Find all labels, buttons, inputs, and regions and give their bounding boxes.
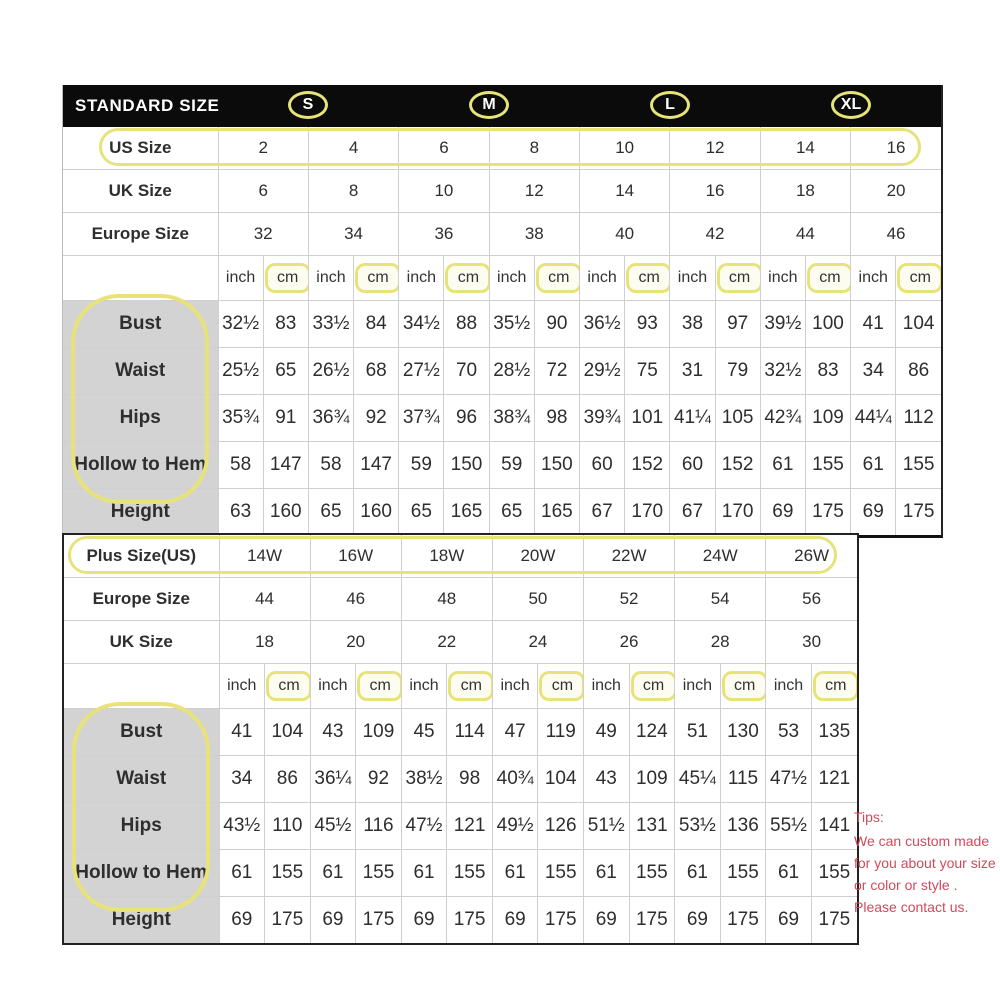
cm-highlight-box: cm [445, 263, 489, 293]
unit-row-empty-cell [64, 664, 219, 709]
measure-row-label: Hollow to Hem [64, 850, 219, 897]
cm-highlight-box: cm [539, 671, 583, 701]
measure-value-cell: 42¾ [760, 395, 805, 442]
measure-row-label: Height [63, 489, 218, 536]
size-value-cell: 20W [492, 535, 583, 578]
measure-value-cell: 104 [265, 709, 311, 756]
measure-value-cell: 49 [584, 709, 630, 756]
cm-highlight-box: cm [266, 671, 310, 701]
measure-value-cell: 90 [534, 301, 579, 348]
measure-value-cell: 33½ [308, 301, 353, 348]
measure-value-cell: 175 [811, 897, 857, 944]
size-row-label: UK Size [64, 621, 219, 664]
measure-value-cell: 67 [670, 489, 715, 536]
measure-row-label: Hips [64, 803, 219, 850]
measure-row-label: Hollow to Hem [63, 442, 218, 489]
measure-value-cell: 69 [492, 897, 538, 944]
size-value-cell: 42 [670, 213, 760, 256]
measure-value-cell: 175 [720, 897, 766, 944]
plus-size-table [62, 533, 859, 945]
measure-row [63, 348, 941, 395]
measure-row [63, 395, 941, 442]
standard-size-table [62, 85, 943, 538]
cm-unit-cell [720, 664, 766, 709]
measure-value-cell: 131 [629, 803, 675, 850]
size-value-cell: 46 [310, 578, 401, 621]
size-value-cell: 24 [492, 621, 583, 664]
measure-value-cell: 36½ [580, 301, 625, 348]
size-row [64, 578, 857, 621]
size-value-cell: 14 [580, 170, 670, 213]
size-row [63, 170, 941, 213]
inch-unit-cell: inch [218, 256, 263, 301]
size-value-cell: 14W [219, 535, 310, 578]
measure-value-cell: 59 [489, 442, 534, 489]
measure-value-cell: 51½ [584, 803, 630, 850]
measure-value-cell: 147 [354, 442, 399, 489]
measure-value-cell: 58 [308, 442, 353, 489]
measure-value-cell: 155 [265, 850, 311, 897]
size-value-cell: 44 [219, 578, 310, 621]
size-value-cell: 22 [401, 621, 492, 664]
measure-row [64, 850, 857, 897]
measure-value-cell: 88 [444, 301, 489, 348]
size-value-cell: 22W [584, 535, 675, 578]
size-value-cell: 38 [489, 213, 579, 256]
size-row-label: UK Size [63, 170, 218, 213]
cm-highlight-box: cm [631, 671, 675, 701]
measure-value-cell: 38½ [401, 756, 447, 803]
cm-highlight-box: cm [355, 263, 399, 293]
measure-value-cell: 35½ [489, 301, 534, 348]
measure-value-cell: 155 [805, 442, 850, 489]
measure-value-cell: 155 [811, 850, 857, 897]
measure-value-cell: 61 [401, 850, 447, 897]
measure-value-cell: 83 [263, 301, 308, 348]
cm-highlight-box: cm [807, 263, 851, 293]
measure-value-cell: 34½ [399, 301, 444, 348]
measure-value-cell: 175 [447, 897, 493, 944]
measure-value-cell: 126 [538, 803, 584, 850]
size-value-cell: 10 [580, 127, 670, 170]
measure-value-cell: 38¾ [489, 395, 534, 442]
measure-value-cell: 43½ [219, 803, 265, 850]
measure-value-cell: 155 [447, 850, 493, 897]
inch-unit-cell: inch [760, 256, 805, 301]
size-value-cell: 50 [492, 578, 583, 621]
size-value-cell: 26W [766, 535, 857, 578]
measure-value-cell: 155 [896, 442, 941, 489]
measure-value-cell: 69 [401, 897, 447, 944]
measure-value-cell: 124 [629, 709, 675, 756]
measure-value-cell: 175 [805, 489, 850, 536]
measure-value-cell: 98 [447, 756, 493, 803]
measure-value-cell: 39½ [760, 301, 805, 348]
cm-highlight-box: cm [626, 263, 670, 293]
measure-value-cell: 67 [580, 489, 625, 536]
measure-value-cell: 53½ [675, 803, 721, 850]
inch-unit-cell: inch [308, 256, 353, 301]
measure-value-cell: 155 [629, 850, 675, 897]
measure-value-cell: 41 [219, 709, 265, 756]
cm-unit-cell [354, 256, 399, 301]
inch-unit-cell: inch [670, 256, 715, 301]
measure-value-cell: 37¾ [399, 395, 444, 442]
measure-value-cell: 35¾ [218, 395, 263, 442]
cm-unit-cell [447, 664, 493, 709]
measure-value-cell: 109 [356, 709, 402, 756]
inch-unit-cell: inch [310, 664, 356, 709]
measure-row [64, 709, 857, 756]
measure-row-label: Waist [64, 756, 219, 803]
measure-value-cell: 112 [896, 395, 941, 442]
size-value-cell: 28 [675, 621, 766, 664]
cm-highlight-box: cm [897, 263, 941, 293]
standard-size-grid [63, 127, 941, 535]
measure-value-cell: 116 [356, 803, 402, 850]
size-value-cell: 34 [308, 213, 398, 256]
measure-row [64, 756, 857, 803]
size-row-label: Europe Size [63, 213, 218, 256]
measure-value-cell: 170 [715, 489, 760, 536]
measure-value-cell: 97 [715, 301, 760, 348]
inch-unit-cell: inch [584, 664, 630, 709]
cm-unit-cell [715, 256, 760, 301]
measure-row-label: Waist [63, 348, 218, 395]
inch-unit-cell: inch [675, 664, 721, 709]
measure-value-cell: 65 [399, 489, 444, 536]
tips-line: We can custom made [854, 833, 990, 850]
measure-value-cell: 69 [760, 489, 805, 536]
cm-unit-cell [625, 256, 670, 301]
size-value-cell: 18W [401, 535, 492, 578]
measure-value-cell: 61 [310, 850, 356, 897]
measure-value-cell: 175 [896, 489, 941, 536]
measure-value-cell: 114 [447, 709, 493, 756]
measure-value-cell: 58 [218, 442, 263, 489]
measure-value-cell: 61 [675, 850, 721, 897]
measure-value-cell: 65 [263, 348, 308, 395]
measure-value-cell: 84 [354, 301, 399, 348]
measure-value-cell: 36¾ [308, 395, 353, 442]
measure-value-cell: 130 [720, 709, 766, 756]
size-value-cell: 16W [310, 535, 401, 578]
measure-value-cell: 43 [584, 756, 630, 803]
measure-value-cell: 47 [492, 709, 538, 756]
measure-value-cell: 92 [356, 756, 402, 803]
tips-line: or color or style . [854, 877, 958, 894]
measure-value-cell: 100 [805, 301, 850, 348]
standard-size-header [63, 85, 941, 127]
cm-unit-cell [444, 256, 489, 301]
size-value-cell: 20 [851, 170, 941, 213]
measure-row-label: Bust [64, 709, 219, 756]
measure-value-cell: 160 [263, 489, 308, 536]
cm-unit-cell [805, 256, 850, 301]
cm-highlight-box: cm [813, 671, 857, 701]
measure-value-cell: 61 [766, 850, 812, 897]
measure-value-cell: 68 [354, 348, 399, 395]
measure-value-cell: 98 [534, 395, 579, 442]
measure-value-cell: 43 [310, 709, 356, 756]
measure-value-cell: 119 [538, 709, 584, 756]
measure-value-cell: 59 [399, 442, 444, 489]
measure-value-cell: 70 [444, 348, 489, 395]
measure-value-cell: 175 [629, 897, 675, 944]
measure-value-cell: 175 [265, 897, 311, 944]
measure-value-cell: 155 [356, 850, 402, 897]
measure-value-cell: 79 [715, 348, 760, 395]
unit-row [64, 664, 857, 709]
cm-unit-cell [265, 664, 311, 709]
size-value-cell: 12 [489, 170, 579, 213]
measure-value-cell: 152 [715, 442, 760, 489]
inch-unit-cell: inch [489, 256, 534, 301]
measure-value-cell: 61 [219, 850, 265, 897]
measure-value-cell: 69 [851, 489, 896, 536]
measure-value-cell: 135 [811, 709, 857, 756]
measure-value-cell: 45½ [310, 803, 356, 850]
cm-unit-cell [263, 256, 308, 301]
measure-value-cell: 91 [263, 395, 308, 442]
measure-value-cell: 136 [720, 803, 766, 850]
measure-value-cell: 45¼ [675, 756, 721, 803]
measure-value-cell: 51 [675, 709, 721, 756]
measure-value-cell: 25½ [218, 348, 263, 395]
tips-text [854, 830, 1000, 918]
size-row [63, 127, 941, 170]
inch-unit-cell: inch [492, 664, 538, 709]
measure-value-cell: 115 [720, 756, 766, 803]
measure-value-cell: 170 [625, 489, 670, 536]
size-value-cell: 12 [670, 127, 760, 170]
measure-value-cell: 69 [675, 897, 721, 944]
measure-value-cell: 45 [401, 709, 447, 756]
size-value-cell: 8 [308, 170, 398, 213]
size-letter-oval: M [469, 91, 509, 119]
measure-value-cell: 175 [356, 897, 402, 944]
size-value-cell: 46 [851, 213, 941, 256]
size-value-cell: 44 [760, 213, 850, 256]
measure-row-label: Hips [63, 395, 218, 442]
measure-value-cell: 65 [308, 489, 353, 536]
measure-value-cell: 34 [219, 756, 265, 803]
measure-value-cell: 93 [625, 301, 670, 348]
size-letter-oval: XL [831, 91, 871, 119]
measure-value-cell: 55½ [766, 803, 812, 850]
measure-value-cell: 61 [492, 850, 538, 897]
measure-value-cell: 28½ [489, 348, 534, 395]
measure-value-cell: 40¾ [492, 756, 538, 803]
measure-value-cell: 69 [584, 897, 630, 944]
measure-value-cell: 44¼ [851, 395, 896, 442]
measure-value-cell: 104 [896, 301, 941, 348]
measure-value-cell: 165 [534, 489, 579, 536]
size-value-cell: 48 [401, 578, 492, 621]
size-value-cell: 26 [584, 621, 675, 664]
measure-value-cell: 165 [444, 489, 489, 536]
size-value-cell: 52 [584, 578, 675, 621]
size-value-cell: 24W [675, 535, 766, 578]
size-value-cell: 36 [399, 213, 489, 256]
measure-value-cell: 69 [219, 897, 265, 944]
measure-value-cell: 109 [629, 756, 675, 803]
size-value-cell: 32 [218, 213, 308, 256]
measure-value-cell: 29½ [580, 348, 625, 395]
measure-value-cell: 83 [805, 348, 850, 395]
measure-value-cell: 175 [538, 897, 584, 944]
measure-value-cell: 53 [766, 709, 812, 756]
size-value-cell: 40 [580, 213, 670, 256]
measure-value-cell: 31 [670, 348, 715, 395]
inch-unit-cell: inch [580, 256, 625, 301]
measure-value-cell: 75 [625, 348, 670, 395]
inch-unit-cell: inch [219, 664, 265, 709]
measure-value-cell: 86 [265, 756, 311, 803]
measure-value-cell: 109 [805, 395, 850, 442]
size-value-cell: 30 [766, 621, 857, 664]
size-letter-oval: L [650, 91, 690, 119]
measure-value-cell: 34 [851, 348, 896, 395]
measure-value-cell: 96 [444, 395, 489, 442]
size-value-cell: 6 [218, 170, 308, 213]
size-value-cell: 10 [399, 170, 489, 213]
measure-value-cell: 47½ [401, 803, 447, 850]
unit-row-empty-cell [63, 256, 218, 301]
measure-row-label: Height [64, 897, 219, 944]
measure-value-cell: 27½ [399, 348, 444, 395]
size-value-cell: 14 [760, 127, 850, 170]
measure-value-cell: 104 [538, 756, 584, 803]
tips-line: for you about your size [854, 855, 996, 872]
measure-value-cell: 36¼ [310, 756, 356, 803]
measure-value-cell: 121 [447, 803, 493, 850]
cm-highlight-box: cm [265, 263, 309, 293]
cm-unit-cell [356, 664, 402, 709]
size-row-label: Europe Size [64, 578, 219, 621]
measure-value-cell: 160 [354, 489, 399, 536]
cm-unit-cell [538, 664, 584, 709]
measure-value-cell: 101 [625, 395, 670, 442]
measure-value-cell: 26½ [308, 348, 353, 395]
custom-made-tips [854, 806, 1000, 919]
cm-highlight-box: cm [448, 671, 492, 701]
measure-value-cell: 150 [444, 442, 489, 489]
measure-value-cell: 105 [715, 395, 760, 442]
cm-highlight-box: cm [357, 671, 401, 701]
measure-value-cell: 38 [670, 301, 715, 348]
measure-value-cell: 72 [534, 348, 579, 395]
measure-value-cell: 41¼ [670, 395, 715, 442]
measure-row [63, 301, 941, 348]
inch-unit-cell: inch [851, 256, 896, 301]
measure-value-cell: 49½ [492, 803, 538, 850]
measure-value-cell: 150 [534, 442, 579, 489]
measure-value-cell: 155 [720, 850, 766, 897]
measure-value-cell: 147 [263, 442, 308, 489]
measure-value-cell: 155 [538, 850, 584, 897]
measure-value-cell: 32½ [760, 348, 805, 395]
cm-unit-cell [534, 256, 579, 301]
size-value-cell: 20 [310, 621, 401, 664]
measure-value-cell: 60 [580, 442, 625, 489]
size-row-label: US Size [63, 127, 218, 170]
measure-value-cell: 61 [584, 850, 630, 897]
measure-value-cell: 69 [310, 897, 356, 944]
measure-row [64, 803, 857, 850]
size-letter-oval: S [288, 91, 328, 119]
size-value-cell: 16 [851, 127, 941, 170]
size-value-cell: 56 [766, 578, 857, 621]
size-value-cell: 18 [219, 621, 310, 664]
measure-value-cell: 69 [766, 897, 812, 944]
size-row [64, 621, 857, 664]
measure-value-cell: 61 [851, 442, 896, 489]
size-row [63, 213, 941, 256]
size-value-cell: 16 [670, 170, 760, 213]
size-value-cell: 4 [308, 127, 398, 170]
measure-value-cell: 65 [489, 489, 534, 536]
cm-highlight-box: cm [717, 263, 761, 293]
measure-value-cell: 60 [670, 442, 715, 489]
size-value-cell: 8 [489, 127, 579, 170]
size-row [64, 535, 857, 578]
measure-value-cell: 110 [265, 803, 311, 850]
size-value-cell: 2 [218, 127, 308, 170]
measure-value-cell: 121 [811, 756, 857, 803]
cm-unit-cell [896, 256, 941, 301]
cm-unit-cell [629, 664, 675, 709]
inch-unit-cell: inch [401, 664, 447, 709]
cm-highlight-box: cm [536, 263, 580, 293]
cm-unit-cell [811, 664, 857, 709]
size-value-cell: 18 [760, 170, 850, 213]
measure-value-cell: 47½ [766, 756, 812, 803]
cm-highlight-box: cm [722, 671, 766, 701]
measure-row [63, 489, 941, 536]
measure-value-cell: 61 [760, 442, 805, 489]
measure-value-cell: 41 [851, 301, 896, 348]
measure-row [64, 897, 857, 944]
plus-size-grid [64, 535, 857, 943]
size-row-label: Plus Size(US) [64, 535, 219, 578]
size-value-cell: 6 [399, 127, 489, 170]
measure-value-cell: 92 [354, 395, 399, 442]
measure-value-cell: 86 [896, 348, 941, 395]
standard-size-title: STANDARD SIZE [75, 96, 220, 115]
inch-unit-cell: inch [766, 664, 812, 709]
measure-value-cell: 39¾ [580, 395, 625, 442]
tips-title: Tips: [854, 809, 884, 825]
unit-row [63, 256, 941, 301]
measure-value-cell: 32½ [218, 301, 263, 348]
measure-row [63, 442, 941, 489]
measure-value-cell: 141 [811, 803, 857, 850]
measure-value-cell: 152 [625, 442, 670, 489]
measure-row-label: Bust [63, 301, 218, 348]
inch-unit-cell: inch [399, 256, 444, 301]
measure-value-cell: 63 [218, 489, 263, 536]
tips-line: Please contact us. [854, 899, 969, 916]
size-value-cell: 54 [675, 578, 766, 621]
